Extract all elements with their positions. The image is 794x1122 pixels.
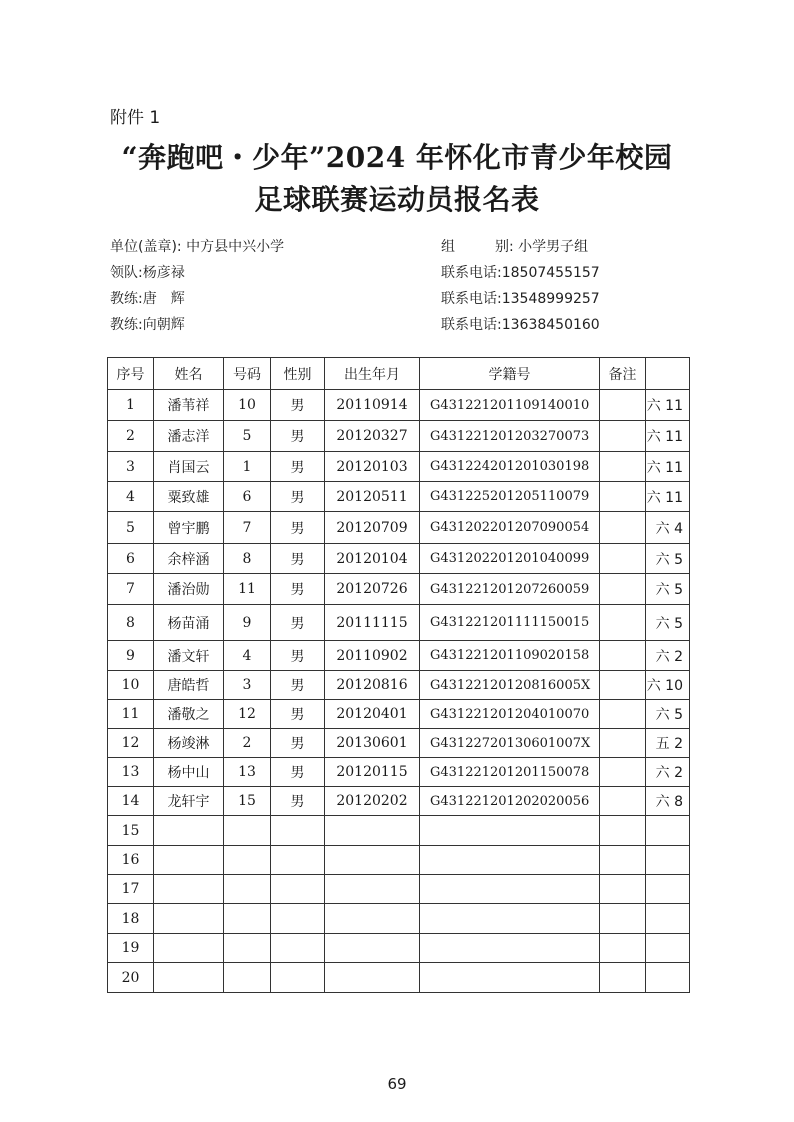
cell-name: 曾宇鹏 <box>154 512 224 544</box>
cell-student-id: G431221201111150015 <box>420 605 600 641</box>
cell-class: 六 4 <box>646 512 690 544</box>
cell-class: 六 8 <box>646 787 690 816</box>
cell-class: 六 11 <box>646 390 690 421</box>
page-number: 69 <box>387 1075 407 1093</box>
cell-student-id <box>420 904 600 934</box>
header-remark: 备注 <box>600 358 646 390</box>
cell-remark <box>600 512 646 544</box>
cell-birth <box>325 934 420 963</box>
cell-gender: 男 <box>271 671 325 700</box>
table-row <box>108 390 690 421</box>
cell-number: 11 <box>224 574 271 605</box>
header-student-id: 学籍号 <box>420 358 600 390</box>
attachment-label: 附件 1 <box>110 108 161 128</box>
cell-name: 肖国云 <box>154 452 224 482</box>
cell-class <box>646 816 690 846</box>
cell-name: 龙轩宇 <box>154 787 224 816</box>
table-row <box>108 934 690 963</box>
cell-number: 8 <box>224 544 271 574</box>
cell-gender <box>271 846 325 875</box>
cell-class: 六 2 <box>646 641 690 671</box>
cell-index: 15 <box>108 816 154 846</box>
coach-label-2: 教练: <box>110 317 143 333</box>
cell-index: 16 <box>108 846 154 875</box>
cell-remark <box>600 671 646 700</box>
table-row <box>108 787 690 816</box>
phone-row-3 <box>441 312 600 338</box>
phone-label-3: 联系电话: <box>441 317 502 333</box>
cell-birth: 20120327 <box>325 421 420 452</box>
unit-label: 单位(盖章): <box>110 239 182 255</box>
cell-gender: 男 <box>271 605 325 641</box>
phone-label-2: 联系电话: <box>441 291 502 307</box>
cell-remark <box>600 641 646 671</box>
cell-class: 六 10 <box>646 671 690 700</box>
cell-gender <box>271 904 325 934</box>
cell-birth: 20120115 <box>325 758 420 787</box>
cell-gender: 男 <box>271 390 325 421</box>
cell-gender: 男 <box>271 700 325 729</box>
cell-index: 7 <box>108 574 154 605</box>
table-row <box>108 875 690 904</box>
cell-student-id <box>420 846 600 875</box>
table-row <box>108 671 690 700</box>
cell-index: 18 <box>108 904 154 934</box>
cell-number <box>224 816 271 846</box>
cell-class: 六 2 <box>646 758 690 787</box>
cell-index: 5 <box>108 512 154 544</box>
cell-index: 14 <box>108 787 154 816</box>
table-row <box>108 482 690 512</box>
header-class <box>646 358 690 390</box>
cell-name: 潘文轩 <box>154 641 224 671</box>
form-title-line-2: 足球联赛运动员报名表 <box>254 183 540 216</box>
cell-student-id: G431221201203270073 <box>420 421 600 452</box>
cell-number <box>224 846 271 875</box>
cell-class <box>646 904 690 934</box>
cell-remark <box>600 482 646 512</box>
unit-value: 中方县中兴小学 <box>186 239 285 255</box>
cell-name <box>154 816 224 846</box>
table-row <box>108 904 690 934</box>
cell-birth <box>325 904 420 934</box>
coach-value-1: 唐 辉 <box>142 291 185 307</box>
cell-remark <box>600 875 646 904</box>
cell-student-id: G431221201202020056 <box>420 787 600 816</box>
cell-birth: 20120104 <box>325 544 420 574</box>
cell-index: 12 <box>108 729 154 758</box>
cell-number: 15 <box>224 787 271 816</box>
table-row <box>108 574 690 605</box>
cell-class: 六 5 <box>646 574 690 605</box>
cell-name: 潘苇祥 <box>154 390 224 421</box>
cell-remark <box>600 787 646 816</box>
cell-student-id <box>420 875 600 904</box>
cell-index: 4 <box>108 482 154 512</box>
cell-class: 六 5 <box>646 700 690 729</box>
cell-gender: 男 <box>271 729 325 758</box>
cell-name <box>154 934 224 963</box>
cell-birth <box>325 846 420 875</box>
phone-row-1 <box>441 260 600 286</box>
phone-row-2 <box>441 286 600 312</box>
cell-birth: 20120816 <box>325 671 420 700</box>
table-row <box>108 963 690 993</box>
cell-birth: 20120726 <box>325 574 420 605</box>
cell-gender: 男 <box>271 544 325 574</box>
cell-remark <box>600 574 646 605</box>
cell-remark <box>600 963 646 993</box>
cell-class <box>646 963 690 993</box>
cell-birth: 20120511 <box>325 482 420 512</box>
cell-birth: 20120709 <box>325 512 420 544</box>
cell-class: 六 5 <box>646 544 690 574</box>
cell-student-id: G43122120120816005X <box>420 671 600 700</box>
cell-class <box>646 875 690 904</box>
cell-birth <box>325 816 420 846</box>
cell-name <box>154 875 224 904</box>
cell-class: 六 11 <box>646 421 690 452</box>
cell-class: 五 2 <box>646 729 690 758</box>
cell-student-id: G431224201201030198 <box>420 452 600 482</box>
roster-body <box>108 390 690 993</box>
cell-name: 潘志洋 <box>154 421 224 452</box>
cell-number <box>224 875 271 904</box>
cell-name <box>154 963 224 993</box>
cell-name: 杨竣淋 <box>154 729 224 758</box>
cell-index: 1 <box>108 390 154 421</box>
table-row <box>108 421 690 452</box>
group-row <box>441 234 600 260</box>
cell-remark <box>600 816 646 846</box>
cell-number: 3 <box>224 671 271 700</box>
cell-name: 余梓涵 <box>154 544 224 574</box>
cell-gender: 男 <box>271 641 325 671</box>
cell-student-id: G431221201201150078 <box>420 758 600 787</box>
cell-number: 7 <box>224 512 271 544</box>
cell-birth <box>325 875 420 904</box>
cell-index: 11 <box>108 700 154 729</box>
cell-birth: 20111115 <box>325 605 420 641</box>
cell-name: 杨苗涌 <box>154 605 224 641</box>
cell-index: 19 <box>108 934 154 963</box>
leader-label: 领队: <box>110 265 143 281</box>
cell-birth: 20120401 <box>325 700 420 729</box>
cell-student-id: G431202201201040099 <box>420 544 600 574</box>
phone-label-1: 联系电话: <box>441 265 502 281</box>
cell-number <box>224 963 271 993</box>
team-info-left <box>110 234 284 338</box>
cell-gender: 男 <box>271 482 325 512</box>
cell-number: 4 <box>224 641 271 671</box>
cell-index: 20 <box>108 963 154 993</box>
group-label-b: 别: <box>495 239 514 255</box>
cell-class <box>646 846 690 875</box>
cell-remark <box>600 421 646 452</box>
cell-gender <box>271 816 325 846</box>
cell-remark <box>600 605 646 641</box>
cell-number: 10 <box>224 390 271 421</box>
cell-gender: 男 <box>271 574 325 605</box>
cell-student-id: G431221201207260059 <box>420 574 600 605</box>
cell-remark <box>600 390 646 421</box>
cell-index: 2 <box>108 421 154 452</box>
cell-remark <box>600 544 646 574</box>
cell-index: 9 <box>108 641 154 671</box>
table-row <box>108 700 690 729</box>
cell-number: 6 <box>224 482 271 512</box>
cell-number: 12 <box>224 700 271 729</box>
cell-class: 六 5 <box>646 605 690 641</box>
cell-number: 5 <box>224 421 271 452</box>
leader-value: 杨彦禄 <box>142 265 185 281</box>
coach-label-1: 教练: <box>110 291 143 307</box>
header-birth: 出生年月 <box>325 358 420 390</box>
cell-number: 2 <box>224 729 271 758</box>
cell-number: 13 <box>224 758 271 787</box>
cell-name: 杨中山 <box>154 758 224 787</box>
header-number: 号码 <box>224 358 271 390</box>
cell-remark <box>600 904 646 934</box>
header-name: 姓名 <box>154 358 224 390</box>
table-row <box>108 816 690 846</box>
leader-row <box>110 260 284 286</box>
cell-birth: 20130601 <box>325 729 420 758</box>
cell-index: 8 <box>108 605 154 641</box>
cell-student-id <box>420 934 600 963</box>
table-row <box>108 729 690 758</box>
table-row <box>108 605 690 641</box>
coach-row-1 <box>110 286 284 312</box>
cell-student-id: G431202201207090054 <box>420 512 600 544</box>
player-roster-table <box>107 357 690 993</box>
cell-remark <box>600 452 646 482</box>
cell-name <box>154 904 224 934</box>
cell-class: 六 11 <box>646 482 690 512</box>
cell-gender: 男 <box>271 421 325 452</box>
cell-remark <box>600 729 646 758</box>
cell-class <box>646 934 690 963</box>
cell-remark <box>600 700 646 729</box>
cell-gender: 男 <box>271 512 325 544</box>
phone-value-3: 13638450160 <box>501 317 600 333</box>
cell-index: 17 <box>108 875 154 904</box>
table-row <box>108 512 690 544</box>
cell-student-id: G43122720130601007X <box>420 729 600 758</box>
group-label-a: 组 <box>441 239 455 255</box>
cell-index: 10 <box>108 671 154 700</box>
cell-name: 粟致雄 <box>154 482 224 512</box>
table-header-row <box>108 358 690 390</box>
cell-gender: 男 <box>271 787 325 816</box>
header-index: 序号 <box>108 358 154 390</box>
cell-remark <box>600 846 646 875</box>
cell-gender: 男 <box>271 758 325 787</box>
cell-student-id: G431221201109020158 <box>420 641 600 671</box>
cell-student-id <box>420 963 600 993</box>
cell-gender <box>271 875 325 904</box>
cell-student-id: G431221201109140010 <box>420 390 600 421</box>
cell-index: 3 <box>108 452 154 482</box>
coach-row-2 <box>110 312 284 338</box>
cell-name: 潘敬之 <box>154 700 224 729</box>
cell-index: 6 <box>108 544 154 574</box>
cell-number <box>224 904 271 934</box>
cell-gender <box>271 963 325 993</box>
cell-student-id: G431221201204010070 <box>420 700 600 729</box>
table-row <box>108 758 690 787</box>
cell-gender <box>271 934 325 963</box>
cell-number: 1 <box>224 452 271 482</box>
cell-number: 9 <box>224 605 271 641</box>
team-info-right <box>441 234 600 338</box>
cell-remark <box>600 934 646 963</box>
cell-student-id <box>420 816 600 846</box>
table-row <box>108 846 690 875</box>
cell-birth: 20120103 <box>325 452 420 482</box>
cell-student-id: G431225201205110079 <box>420 482 600 512</box>
coach-value-2: 向朝辉 <box>142 317 185 333</box>
table-row <box>108 641 690 671</box>
form-title-line-1: “奔跑吧・少年”2024 年怀化市青少年校园 <box>121 141 673 174</box>
header-gender: 性别 <box>271 358 325 390</box>
unit-row <box>110 234 284 260</box>
group-value: 小学男子组 <box>518 239 589 255</box>
cell-name: 唐皓哲 <box>154 671 224 700</box>
table-row <box>108 452 690 482</box>
cell-gender: 男 <box>271 452 325 482</box>
phone-value-2: 13548999257 <box>501 291 600 307</box>
cell-name <box>154 846 224 875</box>
cell-birth <box>325 963 420 993</box>
cell-index: 13 <box>108 758 154 787</box>
cell-remark <box>600 758 646 787</box>
cell-class: 六 11 <box>646 452 690 482</box>
cell-number <box>224 934 271 963</box>
cell-name: 潘治勋 <box>154 574 224 605</box>
cell-birth: 20110914 <box>325 390 420 421</box>
cell-birth: 20120202 <box>325 787 420 816</box>
table-row <box>108 544 690 574</box>
cell-birth: 20110902 <box>325 641 420 671</box>
phone-value-1: 18507455157 <box>501 265 600 281</box>
